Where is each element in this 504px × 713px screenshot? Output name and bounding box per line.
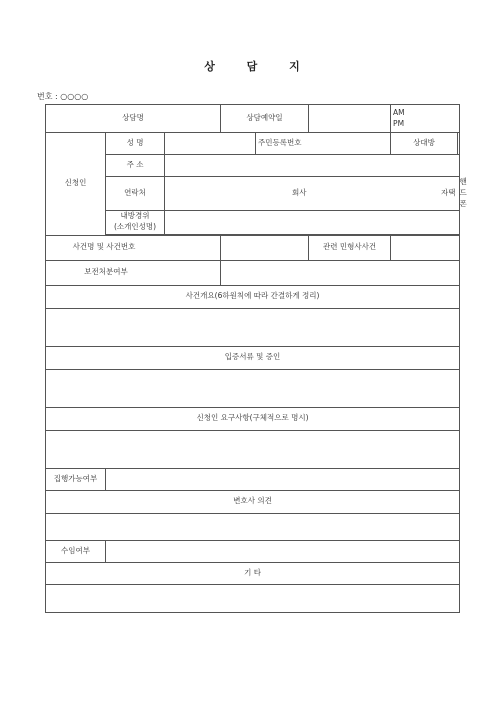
address-label: 주 소 xyxy=(106,155,165,177)
reservation-date-label: 상담예약일 xyxy=(221,105,309,133)
visit-route-text: 내방경위 xyxy=(120,211,150,221)
etc-label: 기 타 xyxy=(46,562,460,584)
reservation-date-cell[interactable] xyxy=(309,105,391,133)
consult-name-label: 상담명 xyxy=(46,105,221,133)
form-number: 번호 : ○○○○ xyxy=(37,92,89,101)
contact-label: 연락처 xyxy=(106,177,165,211)
related-case-label: 관련 민형사사건 xyxy=(309,235,391,260)
lawyer-opinion-cell[interactable] xyxy=(46,513,460,540)
mobile-label: 핸드폰 xyxy=(458,177,460,211)
applicant-label: 신청인 xyxy=(46,133,106,236)
preservation-label: 보전처분여부 xyxy=(46,260,221,285)
name-cell[interactable] xyxy=(165,133,256,155)
referrer-text: (소개인성명) xyxy=(113,222,157,232)
number-value: ○○○○ xyxy=(60,92,89,101)
evidence-label: 입증서류 및 증인 xyxy=(46,346,460,369)
applicant-request-label: 신청인 요구사항(구체적으로 명시) xyxy=(46,407,460,430)
number-label: 번호 xyxy=(37,92,53,101)
preservation-cell[interactable] xyxy=(221,260,460,285)
counterpart-cell[interactable] xyxy=(458,133,460,155)
visit-route-cell[interactable] xyxy=(165,210,460,234)
case-summary-cell[interactable] xyxy=(46,308,460,346)
ampm-cell xyxy=(391,105,460,133)
enforcement-label: 집행가능여부 xyxy=(46,468,106,490)
retainer-cell[interactable] xyxy=(106,540,460,562)
etc-cell[interactable] xyxy=(46,584,460,612)
name-label: 성 명 xyxy=(106,133,165,155)
evidence-cell[interactable] xyxy=(46,369,460,407)
address-cell[interactable] xyxy=(165,155,460,177)
enforcement-cell[interactable] xyxy=(106,468,460,490)
consultation-form-table xyxy=(45,104,467,613)
case-name-cell[interactable] xyxy=(221,235,309,260)
am-label: AM xyxy=(393,107,405,117)
form-title: 상 담 지 xyxy=(204,60,314,73)
lawyer-opinion-label: 변호사 의견 xyxy=(46,490,460,513)
applicant-request-cell[interactable] xyxy=(46,430,460,468)
counterpart-label: 상대방 xyxy=(391,133,458,155)
home-label: 자택 xyxy=(309,177,458,211)
resident-number-label: 주민등록번호 xyxy=(256,133,391,155)
pm-label: PM xyxy=(393,118,405,128)
office-label: 회사 xyxy=(165,177,309,211)
retainer-label: 수임여부 xyxy=(46,540,106,562)
visit-route-label xyxy=(106,210,165,234)
case-summary-label: 사건개요(6하원칙에 따라 간결하게 정리) xyxy=(46,285,460,308)
related-case-cell[interactable] xyxy=(391,235,460,260)
case-name-label: 사건명 및 사건번호 xyxy=(46,235,221,260)
